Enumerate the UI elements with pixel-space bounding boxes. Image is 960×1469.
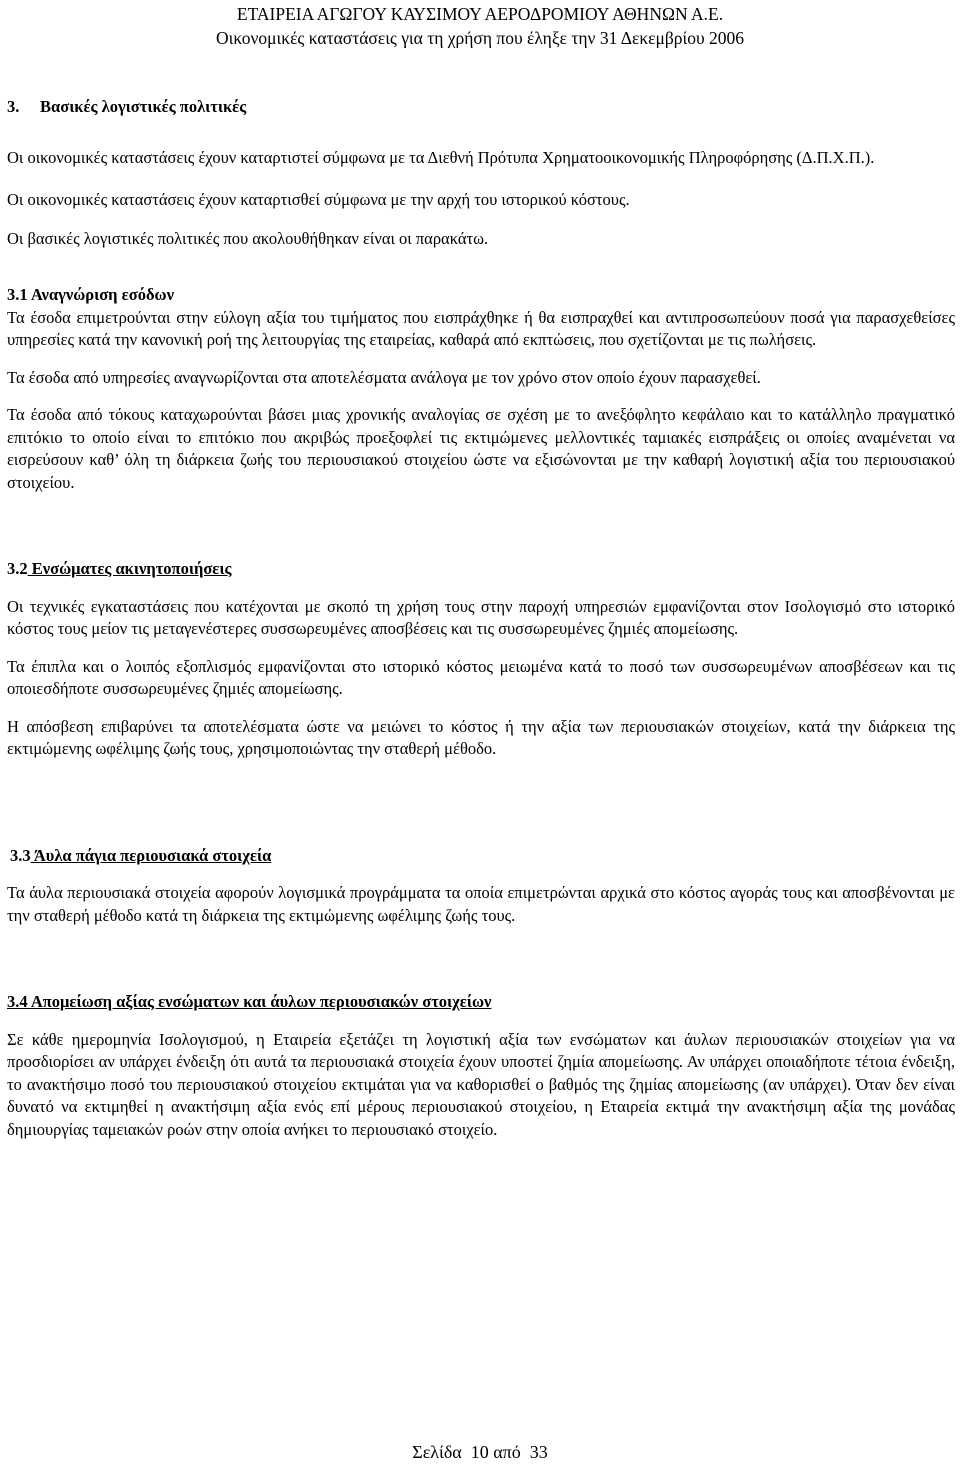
section-3-paragraph-3: Οι βασικές λογιστικές πολιτικές που ακολουθήθηκαν είναι οι παρακάτω.: [7, 228, 489, 248]
page-footer: Σελίδα 10 από 33: [412, 1442, 548, 1462]
section-3-2-heading: Ενσώματες ακινητοποιήσεις: [27, 559, 232, 578]
section-3-4-paragraph-1: Σε κάθε ημερομηνία Ισολογισμού, η Εταιρεία εξετάζει τη λογιστική αξία των ενσώματων και άυλων περιουσιακών στοιχείων για να προσδιορίσει αν υπάρχει ένδειξη ότι αυτά τα περιουσιακά στοιχεία έχουν υποστεί ζημία απομείωσης. Αν υπάρχει οποιαδήποτε τέτοια ένδειξη, το ανακτήσιμο ποσό του περιουσιακού στοιχείου εκτιμάται για να καθορισθεί ο βαθμός της ζημίας απομείωσης (αν υπάρχει). Όταν δεν είναι δυνατό να εκτιμηθεί η ανακτήσιμη αξία ενός επί μέρους περιουσιακού στοιχείου, η Εταιρεία εκτιμά την ανακτήσιμη αξία της μονάδας δημιουργίας ταμειακών ροών στην οποία ανήκει το περιουσιακό στοιχείο.: [7, 1029, 955, 1139]
section-3-2-number: 3.2: [7, 559, 28, 578]
section-3-3-paragraph-1: Τα άυλα περιουσιακά στοιχεία αφορούν λογισμικά προγράμματα τα οποία επιμετρώνται αρχικά στο κόστος αγοράς τους και αποσβένονται με την σταθερή μέθοδο κατά τη διάρκεια της εκτιμώμενης ωφέλιμης ζωής τους.: [7, 883, 955, 925]
section-3-2-paragraph-3: Η απόσβεση επιβαρύνει τα αποτελέσματα ώστε να μειώνει το κόστος ή την αξία των περιουσιακών στοιχείων, κατά την διάρκεια της εκτιμώμενης ωφέλιμης ζωής τους, χρησιμοποιώντας την σταθερή μέθοδο.: [7, 716, 955, 758]
main-content: [7, 96, 955, 1141]
section-3-3-title: [7, 845, 955, 868]
section-3-2-paragraph-2: Τα έπιπλα και ο λοιπός εξοπλισμός εμφανίζονται στο ιστορικό κόστος μειωμένα κατά το ποσό των συσσωρευμένων αποσβέσεων και τις οποιεσδήποτε συσσωρευμένες ζημιές απομείωσης.: [7, 656, 955, 698]
section-3-1-paragraph-3: Τα έσοδα από τόκους καταχωρούνται βάσει μιας χρονικής αναλογίας σε σχέση με το ανεξόφλητο κεφάλαιο και το κατάλληλο πραγματικό επιτόκιο το οποίο είναι το επιτόκιο που ακριβώς προεξοφλεί τις εκτιμώμενες μελλοντικές ταμιακές εισπράξεις οι οποίες αναμένεται να εισρεύσουν καθ’ όλη τη διάρκεια ζωής του περιουσιακού στοιχείου ώστε να εξισώνονται με την καθαρή λογιστική αξία του περιουσιακού στοιχείου.: [7, 405, 955, 492]
section-3-paragraph-1: Οι οικονομικές καταστάσεις έχουν καταρτιστεί σύμφωνα με τα Διεθνή Πρότυπα Χρηματοοικονομικής Πληροφόρησης (Δ.Π.Χ.Π.).: [7, 147, 875, 167]
section-3-title: 3. Βασικές λογιστικές πολιτικές: [7, 97, 247, 116]
section-3-2-title: [7, 558, 955, 581]
section-3-paragraph-2: Οι οικονομικές καταστάσεις έχουν καταρτισθεί σύμφωνα με την αρχή του ιστορικού κόστους.: [7, 190, 630, 209]
section-3-1-title: 3.1 Αναγνώριση εσόδων: [7, 285, 174, 304]
section-3-2-paragraph-1: Οι τεχνικές εγκαταστάσεις που κατέχονται με σκοπό τη χρήση τους στην παροχή υπηρεσιών εμφανίζονται στον Ισολογισμό στο ιστορικό κόστος τους μείον τις μεταγενέστερες συσσωρευμένες αποσβέσεις και τις συσσωρευμένες ζημιές απομείωσης.: [7, 596, 955, 638]
section-3-4-title: 3.4 Απομείωση αξίας ενσώματων και άυλων περιουσιακών στοιχείων: [7, 992, 492, 1011]
section-3-3-number: 3.3: [10, 845, 31, 865]
page-header: [0, 2, 960, 50]
section-3-1-paragraph-2: Τα έσοδα από υπηρεσίες αναγνωρίζονται στα αποτελέσματα ανάλογα με τον χρόνο στον οποίο έχουν παρασχεθεί.: [7, 367, 761, 387]
section-3-1-paragraph-1: Τα έσοδα επιμετρούνται στην εύλογη αξία του τιμήματος που εισπράχθηκε ή θα εισπραχθεί και αντιπροσωπεύουν ποσά για παρασχεθείσες υπηρεσίες κατά την κανονική ροή της λειτουργίας της εταιρείας, καθαρά από εκπτώσεις, που σχετίζονται με τις πωλήσεις.: [7, 307, 955, 349]
company-name: ΕΤΑΙΡΕΙΑ ΑΓΩΓΟΥ ΚΑΥΣΙΜΟΥ ΑΕΡΟΔΡΟΜΙΟΥ ΑΘΗΝΩΝ Α.Ε.: [236, 4, 724, 24]
section-3-3-heading: Άυλα πάγια περιουσιακά στοιχεία: [30, 845, 272, 865]
report-subtitle: Οικονομικές καταστάσεις για τη χρήση που έληξε την 31 Δεκεμβρίου 2006: [215, 28, 745, 48]
